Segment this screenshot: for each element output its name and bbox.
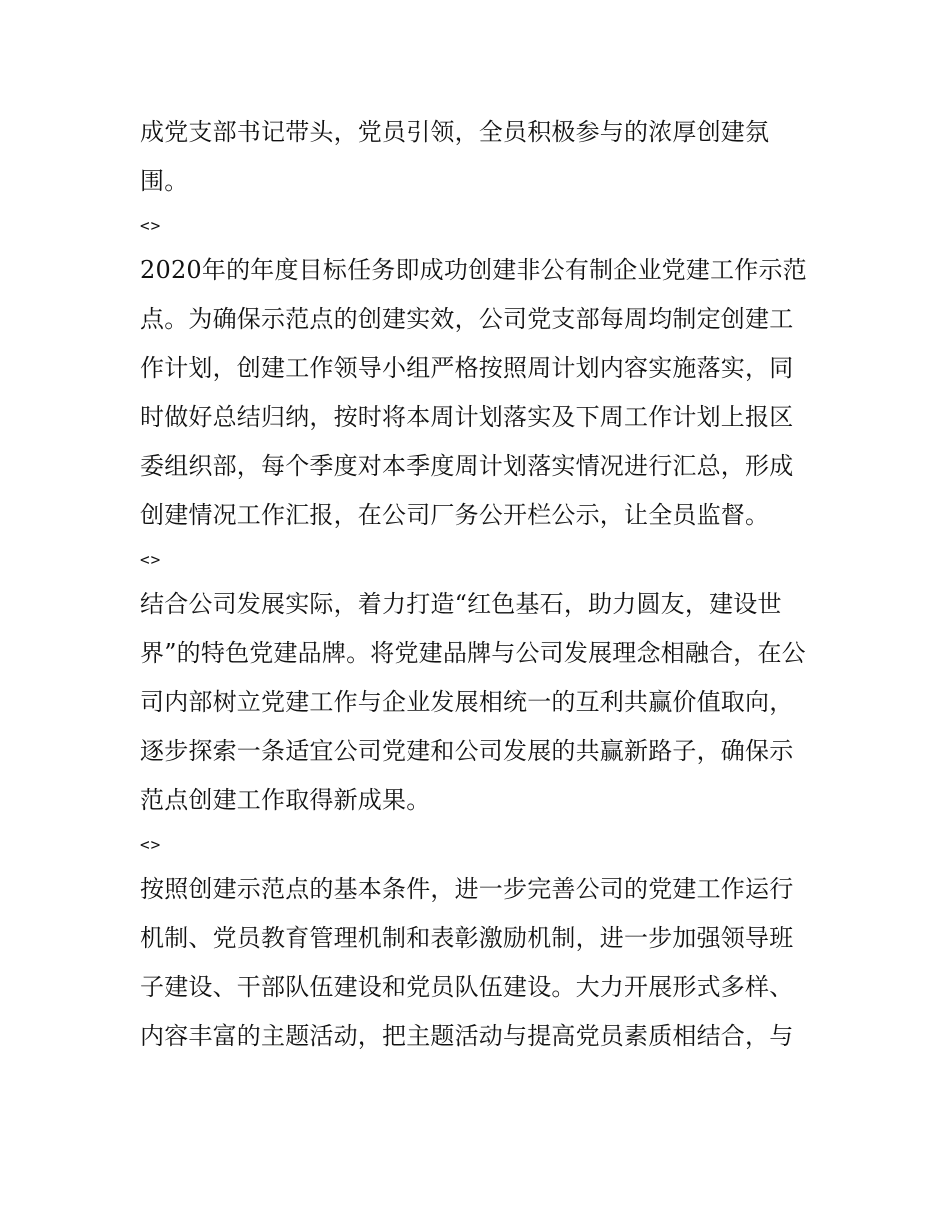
paragraph-2: 2020年的年度目标任务即成功创建非公有制企业党建工作示范点。为确保示范点的创建实效，公司党支部每周均制定创建工作计划，创建工作领导小组严格按照周计划内容实施落实，同时做好总结归纳，按时将本周计划落实及下周工作计划上报区委组织部，每个季度对本季度周计划落实情况进行汇总，形成创建情况工作汇报，在公司厂务公开栏公示，让全员监督。 <box>140 256 807 529</box>
document-body <box>140 108 812 1061</box>
paragraph-separator-2: <> <box>140 550 162 569</box>
paragraph-separator-1: <> <box>140 216 162 235</box>
paragraph-3: 结合公司发展实际，着力打造“红色基石，助力圆友，建设世界”的特色党建品牌。将党建品牌与公司发展理念相融合，在公司内部树立党建工作与企业发展相统一的互利共赢价值取向，逐步探索一条适宜公司党建和公司发展的共赢新路子，确保示范点创建工作取得新成果。 <box>140 590 806 814</box>
paragraph-4: 按照创建示范点的基本条件，进一步完善公司的党建工作运行机制、党员教育管理机制和表彰激励机制，进一步加强领导班子建设、干部队伍建设和党员队伍建设。大力开展形式多样、内容丰富的主题活动，把主题活动与提高党员素质相结合，与 <box>140 875 794 1050</box>
paragraph-separator-3: <> <box>140 835 162 854</box>
paragraph-1: 成党支部书记带头，党员引领，全员积极参与的浓厚创建氛围。 <box>140 118 770 195</box>
